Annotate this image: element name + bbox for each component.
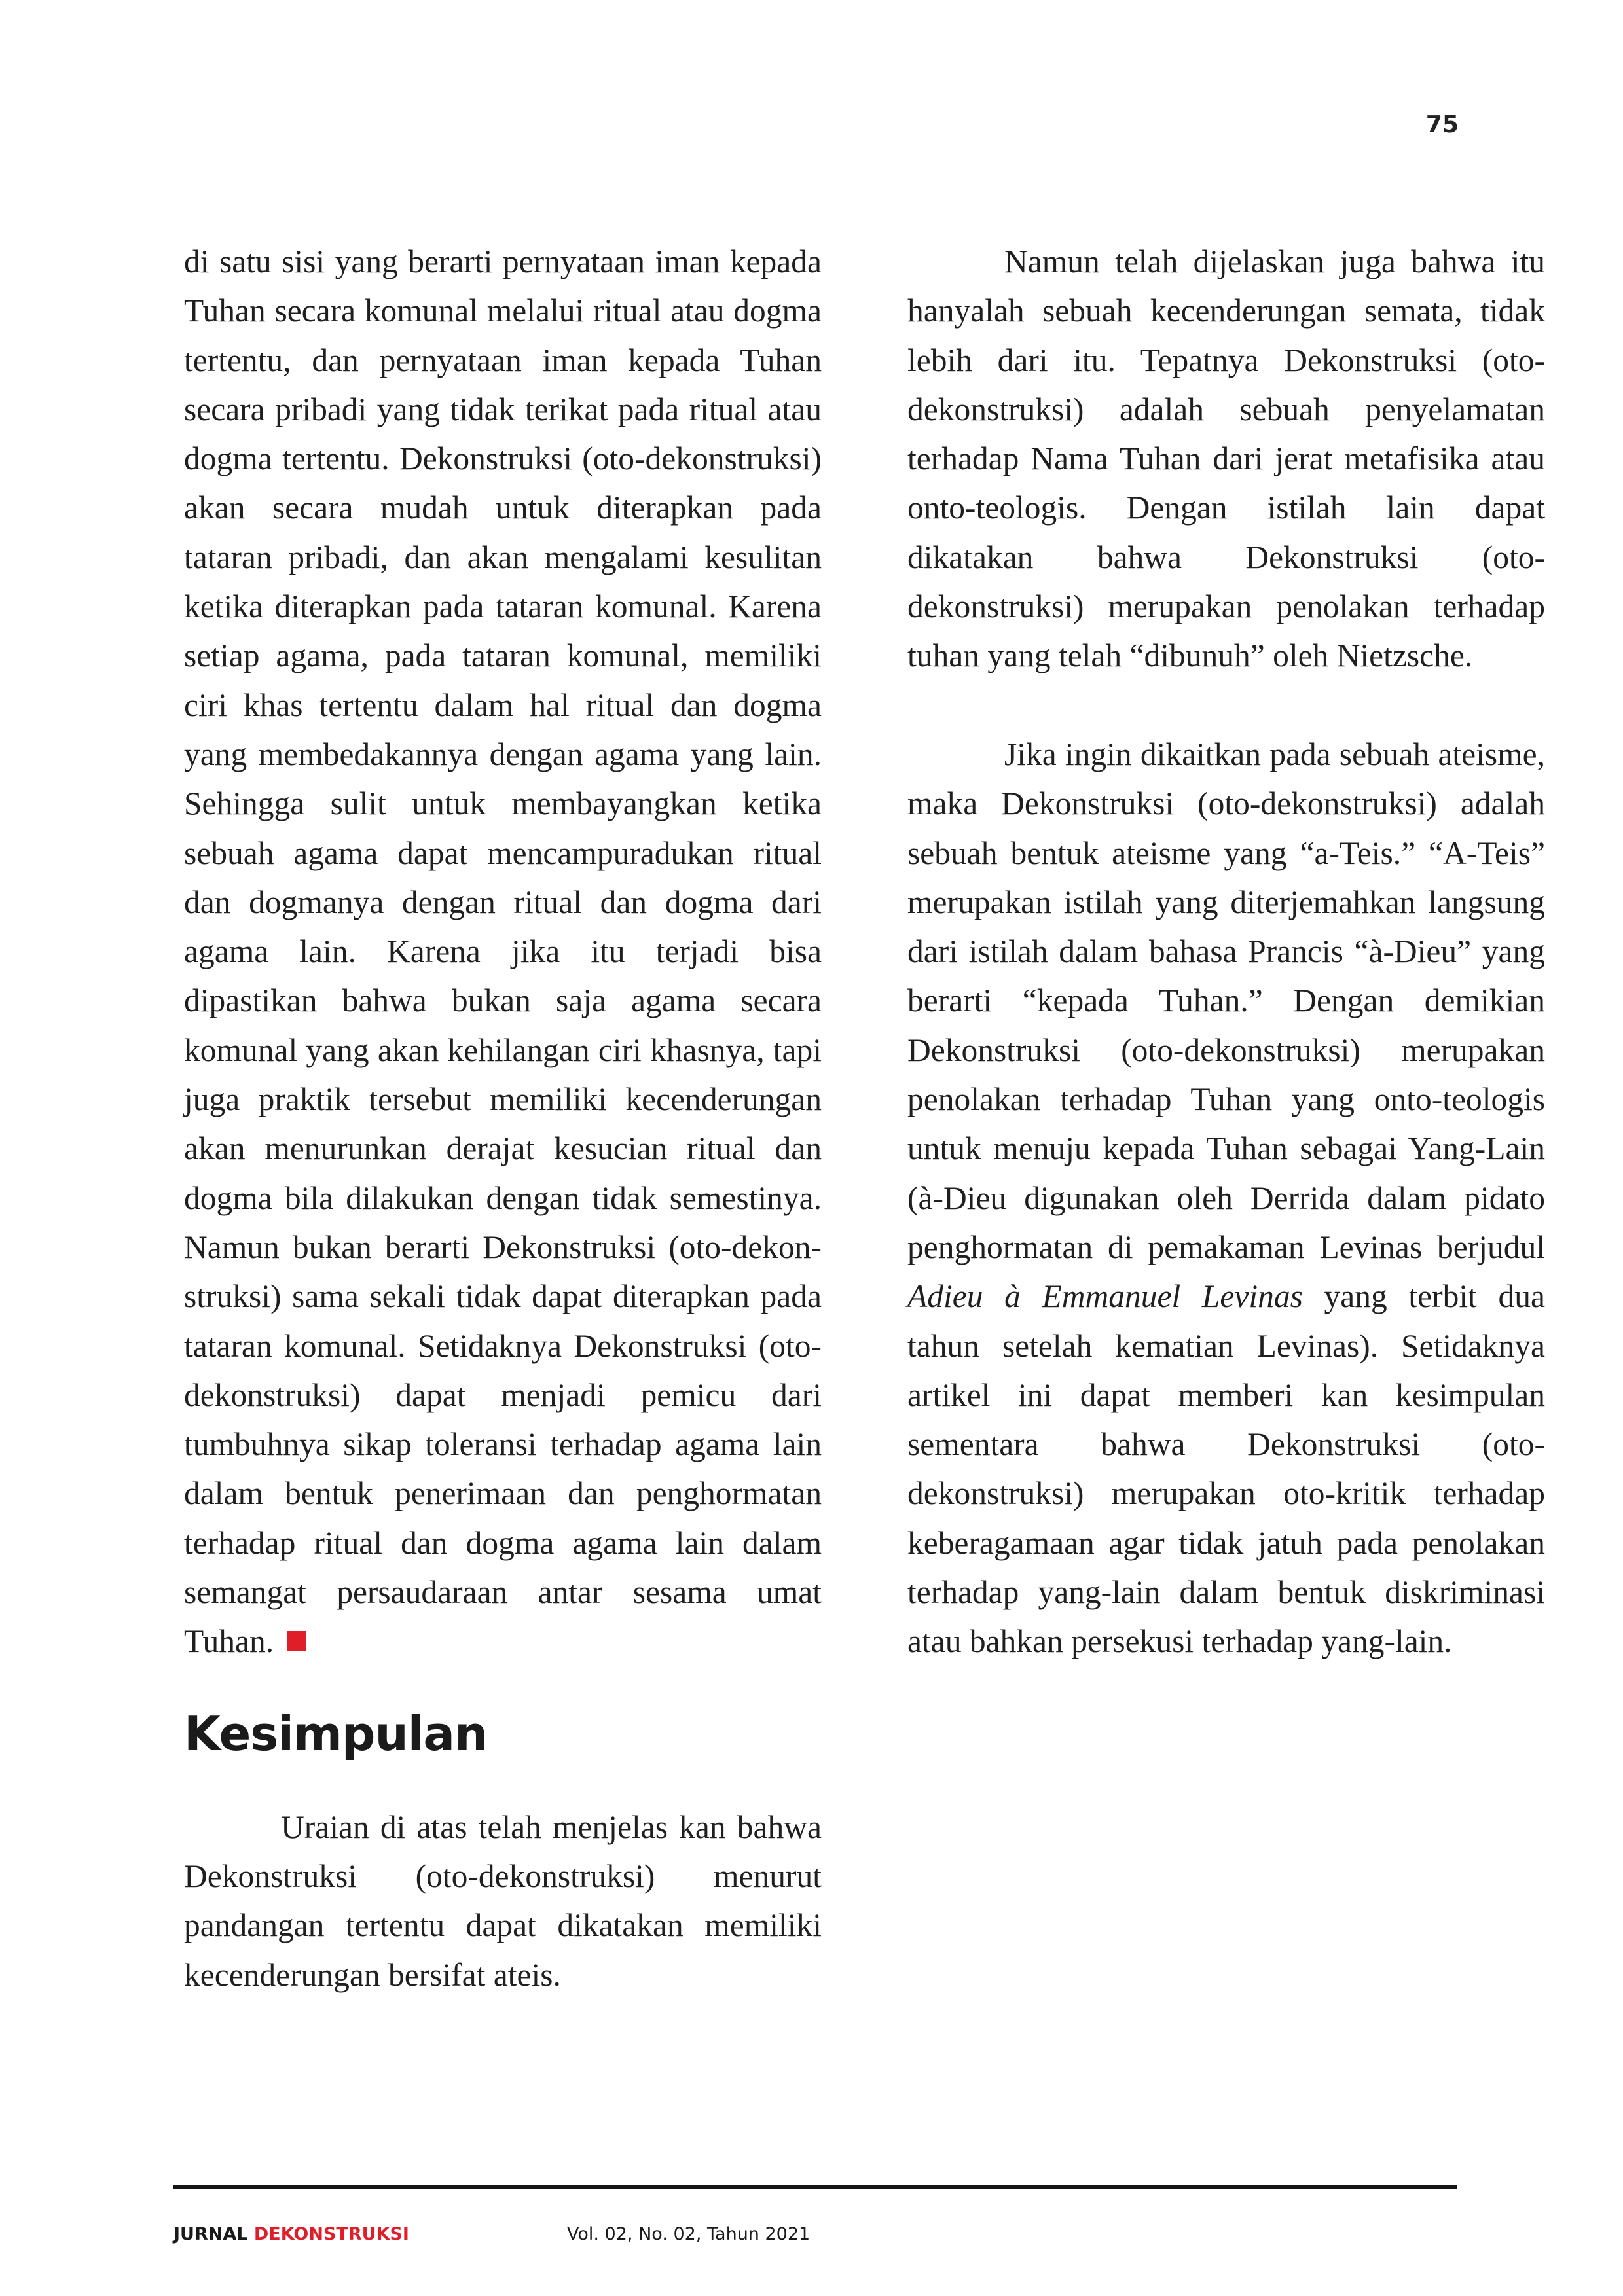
page-number: 75 — [1425, 111, 1459, 138]
paragraph-text: yang terbit dua tahun setelah kematian Levinas). Setidaknya artikel ini dapat memberi kan kesimpulan sementara bahwa Dekonstruksi (oto-dekonstruksi) merupakan oto-kritik terhadap keberagamaan agar tidak jatuh pada penolakan terhadap yang-lain dalam bentuk diskriminasi atau bahkan persekusi terhadap yang-lain. — [907, 1278, 1545, 1660]
journal-name — [173, 2224, 409, 2244]
paragraph-text: Jika ingin dikaitkan pada sebuah ateisme, maka Dekonstruksi (oto-dekonstruksi) adalah sebuah bentuk ateisme yang “a-Teis.” “A-Teis” merupakan istilah yang diterjemahkan langsung dari istilah dalam bahasa Prancis “à-Dieu” yang berarti “kepada Tuhan.” Dengan demikian Dekonstruksi (oto-dekonstruksi) merupakan penolakan terhadap Tuhan yang onto-teologis untuk menuju kepada Tuhan sebagai Yang-Lain (à-Dieu digunakan oleh Derrida dalam pidato penghormatan di pemakaman Levinas berjudul — [907, 736, 1545, 1265]
book-title: Adieu à Emmanuel Levinas — [907, 1278, 1303, 1315]
right-column — [907, 237, 1545, 1666]
body-paragraph: Namun telah dijelaskan juga bahwa itu hanyalah sebuah kecenderungan semata, tidak lebih dari itu. Tepatnya Dekonstruksi (oto-dekonstruksi) adalah sebuah penyelamatan terhadap Nama Tuhan dari jerat metafisika atau onto-teologis. Dengan istilah lain dapat dikatakan bahwa Dekonstruksi (oto-dekonstruksi) merupakan penolakan terhadap tuhan yang telah “dibunuh” oleh Nietzsche. — [907, 243, 1545, 674]
footer-rule — [173, 2185, 1457, 2189]
journal-title: DEKONSTRUKSI — [253, 2224, 409, 2244]
body-paragraph — [907, 730, 1545, 1666]
paragraph-spacer — [907, 681, 1545, 730]
journal-prefix: JURNAL — [173, 2224, 254, 2244]
issue-info: Vol. 02, No. 02, Tahun 2021 — [567, 2224, 811, 2244]
left-column — [184, 237, 822, 2000]
body-paragraph: Uraian di atas telah menjelas kan bahwa Dekonstruksi (oto-dekonstruksi) menurut pandangan tertentu dapat dikatakan memiliki kecenderungan bersifat ateis. — [184, 1808, 822, 1993]
section-heading: Kesimpulan — [184, 1706, 488, 1761]
end-of-article-marker — [287, 1631, 306, 1651]
body-paragraph — [184, 237, 822, 1666]
paragraph-text: di satu sisi yang berarti pernyataan iman kepada Tuhan secara komunal melalui ritual atau dogma tertentu, dan pernyataan iman kepada Tuhan secara pribadi yang tidak terikat pada ritual atau dogma tertentu. Dekonstruksi (oto-dekonstruksi) akan secara mudah untuk diterapkan pada tataran pribadi, dan akan mengalami kesulitan ketika diterapkan pada tataran komunal. Karena setiap agama, pada tataran komunal, memiliki ciri khas tertentu dalam hal ritual dan dogma yang membedakannya dengan agama yang lain. Sehingga sulit untuk membayangkan ketika sebuah agama dapat mencampuradukan ritual dan dogmanya dengan ritual dan dogma dari agama lain. Karena jika itu terjadi bisa dipastikan bahwa bukan saja agama secara komunal yang akan kehilangan ciri khasnya, tapi juga praktik tersebut memiliki kecenderungan akan menurunkan derajat kesucian ritual dan dogma bila dilakukan dengan tidak semestinya. Namun bukan berarti Dekonstruksi (oto-dekonstruksi) sama sekali tidak dapat diterapkan pada tataran komunal. Setidaknya Dekonstruksi (oto-dekonstruksi) dapat menjadi pemicu dari tumbuhnya sikap toleransi terhadap agama lain dalam bentuk penerimaan dan penghormatan terhadap ritual dan dogma agama lain dalam semangat persaudaraan antar sesama umat Tuhan. — [184, 243, 822, 1660]
